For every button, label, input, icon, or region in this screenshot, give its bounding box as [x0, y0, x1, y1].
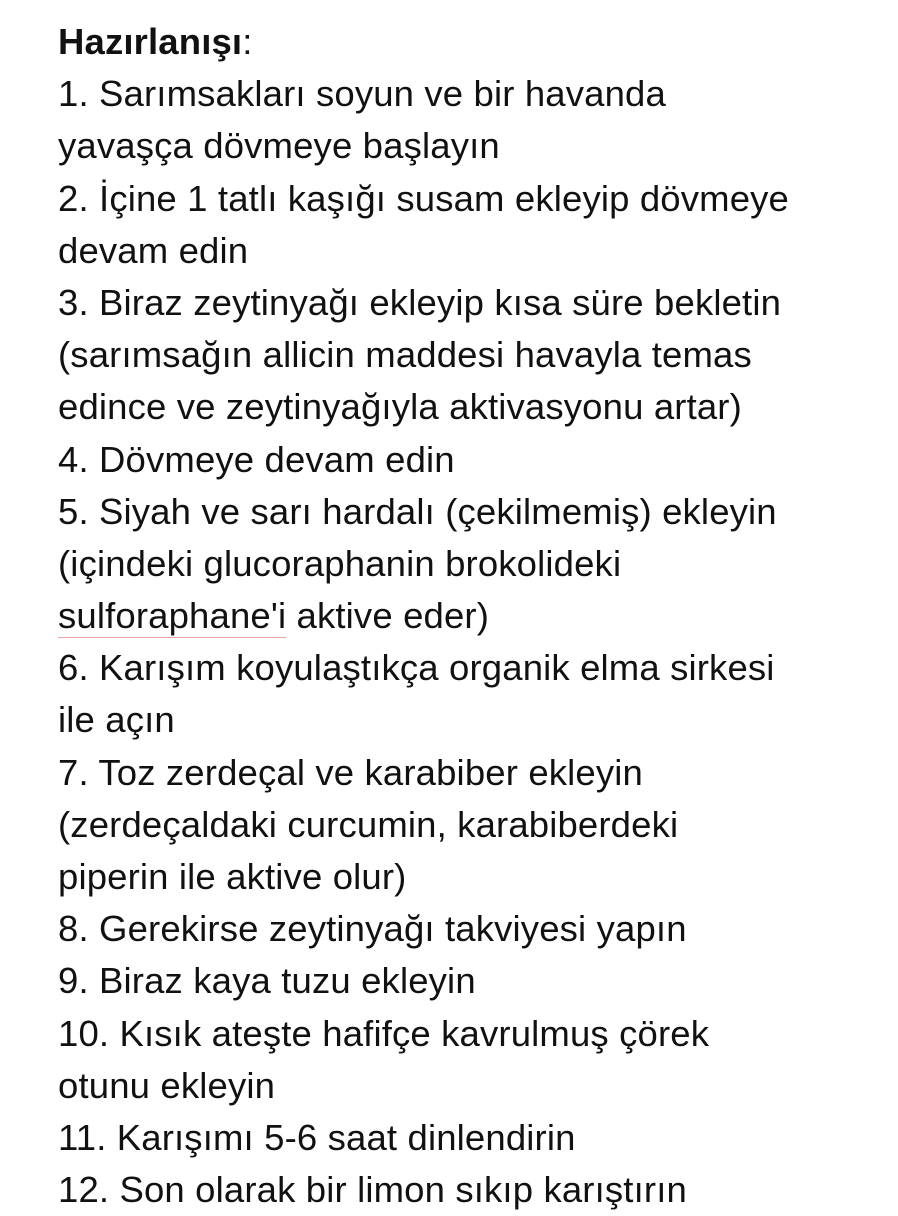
- step-3-line-3: edince ve zeytinyağıyla aktivasyonu artar): [58, 386, 742, 428]
- step-12-line-1: 12. Son olarak bir limon sıkıp karıştırın: [58, 1169, 687, 1211]
- sulforaphane-link[interactable]: sulforaphane'i: [58, 595, 287, 637]
- step-4-line-1: 4. Dövmeye devam edin: [58, 438, 455, 480]
- heading-title: Hazırlanışı: [58, 21, 243, 62]
- step-10-line-1: 10. Kısık ateşte hafifçe kavrulmuş çörek: [58, 1012, 710, 1054]
- heading-line: [58, 16, 888, 68]
- heading-colon: :: [242, 21, 253, 62]
- step-1-line-1: 1. Sarımsakları soyun ve bir havanda: [58, 73, 666, 115]
- step-3-line-2: (sarımsağın allicin maddesi havayla temas: [58, 334, 752, 376]
- step-7-line-1: 7. Toz zerdeçal ve karabiber ekleyin: [58, 751, 643, 793]
- step-8-line-1: 8. Gerekirse zeytinyağı takviyesi yapın: [58, 908, 687, 950]
- step-3-line-1: 3. Biraz zeytinyağı ekleyip kısa süre bekletin: [58, 281, 782, 323]
- step-5-line-3: [58, 590, 888, 642]
- recipe-instructions: [58, 16, 888, 1216]
- step-10-line-2: otunu ekleyin: [58, 1064, 276, 1106]
- step-5-line-3-text: aktive eder): [286, 595, 490, 637]
- step-6-line-1: 6. Karışım koyulaştıkça organik elma sirkesi: [58, 647, 775, 689]
- step-7-line-2: (zerdeçaldaki curcumin, karabiberdeki: [58, 803, 679, 845]
- step-7-line-3: piperin ile aktive olur): [58, 856, 407, 897]
- step-9-line-1: 9. Biraz kaya tuzu ekleyin: [58, 960, 476, 1002]
- step-2-line-2: devam edin: [58, 229, 249, 271]
- step-11-line-1: 11. Karışımı 5-6 saat dinlendirin: [58, 1116, 576, 1158]
- step-1-line-2: yavaşça dövmeye başlayın: [58, 125, 500, 167]
- step-5-line-1: 5. Siyah ve sarı hardalı (çekilmemiş) ekleyin: [58, 490, 777, 532]
- step-2-line-1: 2. İçine 1 tatlı kaşığı susam ekleyip dövmeye: [58, 177, 790, 219]
- step-5-line-2: (içindeki glucoraphanin brokolideki: [58, 542, 622, 584]
- step-6-line-2: ile açın: [58, 699, 175, 741]
